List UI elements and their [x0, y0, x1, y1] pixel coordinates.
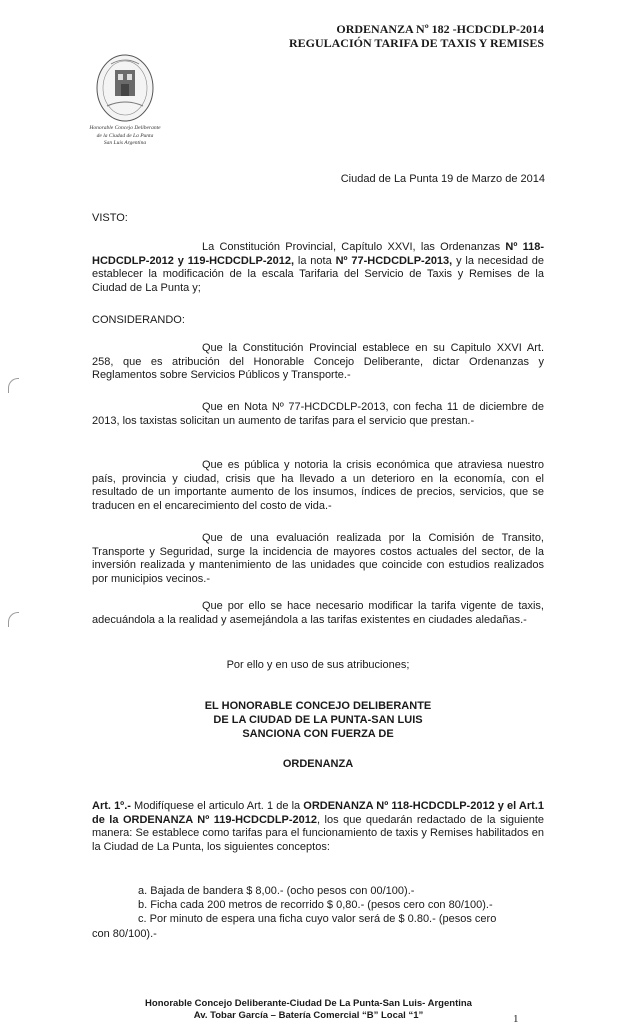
document-footer [0, 998, 617, 1022]
article-1-text-2: , los que quedarán redactado de la siguiente manera: Se establece como tarifas para el funcionamiento de taxis y Remises habilitados en la Ciudad de La Punta, los siguientes conceptos: [92, 813, 544, 853]
tariff-item-b: b. Ficha cada 200 metros de recorrido $ 0,80.- (pesos cero con 80/100).- [138, 899, 493, 911]
document-header [289, 22, 544, 50]
binder-hole-mark [8, 612, 19, 627]
tariff-item-a: a. Bajada de bandera $ 8,00.- (ocho pesos con 00/100).- [138, 885, 415, 897]
sanciona-block [92, 699, 544, 741]
considerando-paragraph-2: Que en Nota Nº 77-HCDCDLP-2013, con fecha 11 de diciembre de 2013, los taxistas solicitan un aumento de tarifas para el servicio que prestan.- [92, 401, 544, 427]
sanciona-line-3: SANCIONA CON FUERZA DE [242, 728, 394, 740]
footer-line-2: Av. Tobar García – Batería Comercial “B” Local “1” [193, 1010, 424, 1021]
considerando-paragraph-3: Que es pública y notoria la crisis económica que atraviesa nuestro país, provincia y ciudad, crisis que ha llevado a un deterioro en la economía, con el resultado de un importante aumento de los insumos, índices de precios, servicios, que se traducen en el encarecimiento del costo de vida.- [92, 459, 544, 512]
logo-caption-line1: Honorable Concejo Deliberante [89, 125, 161, 131]
visto-text-2: la nota [294, 254, 336, 267]
council-logo [86, 52, 164, 148]
visto-ordinances: Nº 118-HCDCDLP-2012 y 119-HCDCDLP-2012, [92, 241, 544, 267]
ordinance-number: ORDENANZA Nº 182 -HCDCDLP-2014 [336, 22, 544, 36]
sanciona-line-1: EL HONORABLE CONCEJO DELIBERANTE [204, 700, 432, 712]
tariff-item-c: c. Por minuto de espera una ficha cuyo valor será de $ 0.80.- (pesos cero [138, 913, 497, 925]
ordenanza-title: ORDENANZA [282, 758, 354, 770]
article-1-label: Art. 1º.- [92, 800, 131, 812]
visto-text-1: La Constitución Provincial, Capítulo XXVI, las Ordenanzas [202, 241, 506, 253]
por-ello-line: Por ello y en uso de sus atribuciones; [226, 659, 410, 671]
article-1-paragraph [92, 800, 544, 854]
footer-line-1: Honorable Concejo Deliberante-Ciudad De La Punta-San Luis- Argentina [145, 998, 472, 1009]
logo-caption-line2: de la Ciudad de La Punta [96, 132, 154, 139]
logo-caption-line3: San Luis Argentina [103, 140, 147, 146]
council-emblem [93, 52, 157, 124]
visto-text-3: y la necesidad de establecer la modificación de la escala Tarifaria del Servicio de Taxis y Remises de la Ciudad de La Punta y; [92, 254, 545, 294]
visto-heading: VISTO: [92, 212, 128, 224]
considerando-paragraph-4: Que de una evaluación realizada por la Comisión de Transito, Transporte y Seguridad, surge la incidencia de mayores costos actuales del sector, de la inversión realizada y mantenimiento de las unidades que coincide con estudios realizados por municipios vecinos.- [92, 532, 544, 585]
visto-note: Nº 77-HCDCDLP-2013, [335, 254, 453, 267]
document-date: Ciudad de La Punta 19 de Marzo de 2014 [340, 173, 545, 185]
considerando-paragraph-1: Que la Constitución Provincial establece en su Capitulo XXVI Art. 258, que es atribución del Honorable Concejo Deliberante, dictar Ordenanzas y Reglamentos sobre Servicios Públicos y Transporte.- [92, 342, 544, 381]
page-number: 1 [513, 1013, 519, 1025]
tariff-item-c-continued: con 80/100).- [92, 928, 157, 940]
visto-paragraph [92, 241, 544, 295]
article-1-ordinances: ORDENANZA Nº 118-HCDCDLP-2012 y el Art.1 de la ORDENANZA Nº 119-HCDCDLP-2012 [92, 800, 544, 826]
ordinance-subject: REGULACIÓN TARIFA DE TAXIS Y REMISES [288, 36, 544, 50]
article-1-text-1: Modifíquese el articulo Art. 1 de la [130, 800, 304, 812]
sanciona-line-2: DE LA CIUDAD DE LA PUNTA-SAN LUIS [213, 714, 423, 726]
binder-hole-mark [8, 378, 19, 393]
considerando-heading: CONSIDERANDO: [92, 314, 185, 326]
considerando-paragraph-5: Que por ello se hace necesario modificar la tarifa vigente de taxis, adecuándola a la realidad y asemejándola a las tarifas existentes en ciudades aledañas.- [92, 600, 544, 626]
